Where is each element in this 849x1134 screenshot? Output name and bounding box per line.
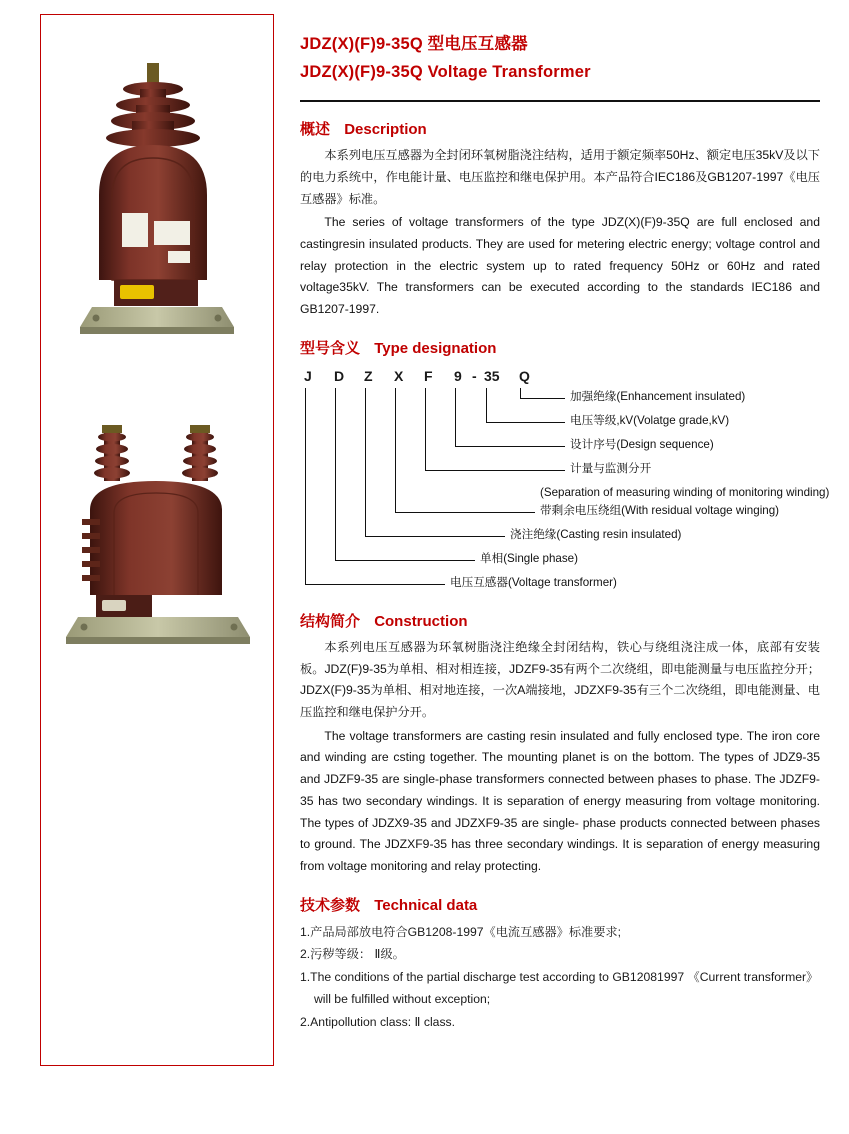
technical-data-item: 2.Antipollution class: Ⅱ class. [300,1015,456,1029]
description-paragraph-cn: 本系列电压互感器为全封闭环氧树脂浇注结构，适用于额定频率50Hz、额定电压35kV及以下的电力系统中，作电能计量、电压监控和继电保护用。本产品符合IEC186及GB1207-1997《电压互感器》标准。 [300,148,820,206]
type-label-6: 浇注绝缘(Casting resin insulated) [510,527,682,541]
type-label-0: 加强绝缘(Enhancement insulated) [570,389,746,403]
section-heading-description-en: Description [344,121,427,139]
type-label-7: 单相(Single phase) [480,551,578,565]
section-heading-type-designation [300,337,820,358]
type-code-0: J [304,367,312,384]
type-label-2: 设计序号(Design sequence) [570,437,714,451]
document-content [300,30,830,1034]
type-code-4: F [424,367,433,384]
product-photo-bottom [41,415,273,655]
document-title-block [300,30,820,102]
page-title-cn: JDZ(X)(F)9-35Q 型电压互感器 [300,35,528,53]
section-heading-technical-data-cn: 技术参数 [300,896,361,914]
type-label-1: 电压等级,kV(Volatge grade,kV) [570,413,730,427]
technical-data-item: will be fulfilled without exception; [314,992,491,1007]
type-label-8: 电压互感器(Voltage transformer) [450,575,617,589]
type-code-1: D [334,367,345,384]
page-title-en: JDZ(X)(F)9-35Q Voltage Transformer [300,63,591,82]
technical-data-item: 1.The conditions of the partial discharge test according to GB12081997 《Current transformer》 [300,969,819,984]
section-heading-type-designation-cn: 型号含义 [300,339,361,357]
description-paragraph-en: The series of voltage transformers of the type JDZ(X)(F)9-35Q are full enclosed and castingresin insulated products. They are used for metering electric energy; voltage control and relay protection in the electric system up to rated frequency 50Hz or 60Hz and rated voltage35kV. The transformers can be executed according to the standards IEC186 and GB1207-1997. [300,215,820,317]
product-image-panel [40,14,274,1066]
type-label-5: 带剩余电压绕组(With residual voltage winging) [540,503,780,517]
section-heading-construction [300,610,820,631]
type-code-6: - [472,367,477,384]
technical-data-item: 1.产品局部放电符合GB1208-1997《电流互感器》标准要求; [300,924,622,939]
section-heading-description-cn: 概述 [300,121,331,139]
construction-paragraph-cn: 本系列电压互感器为环氧树脂浇注绝缘全封闭结构，铁心与绕组浇注成一体，底部有安装板。JDZ(F)9-35为单相、相对相连接，JDZF9-35有两个二次绕组，即电能测量与电压监控分开；JDZX(F)9-35为单相、相对地连接，一次A端接地，JDZXF9-35有三个二次绕组，即电能测量、电压监控和继电保护分开。 [300,639,820,719]
section-heading-technical-data [300,894,820,915]
section-heading-type-designation-en: Type designation [374,339,497,357]
type-code-5: 9 [454,367,462,384]
technical-data-item: 2.污秽等级： Ⅱ级。 [300,947,405,962]
section-heading-construction-cn: 结构简介 [300,612,361,630]
section-heading-construction-en: Construction [374,612,468,630]
type-label-3: 计量与监测分开 [570,461,652,475]
product-photo-top [41,45,273,345]
section-heading-technical-data-en: Technical data [374,896,478,914]
type-code-2: Z [364,367,373,384]
type-label-4: (Separation of measuring winding of monitoring winding) [540,485,830,499]
technical-data-list [300,921,820,1034]
type-code-8: Q [519,367,530,384]
construction-paragraph-en: The voltage transformers are casting resin insulated and fully enclosed type. The iron core and winding are csting together. The mounting planet is on the bottom. The types of JDZ9-35 and JDZF9-35 are single-phase transformers connected between phases to phase. The JDZF9-35 has two secondary windings. It is separation of energy measuring from voltage monitoring. The types of JDZX9-35 and JDZXF9-35 are single- phase products connected between phases to ground. The JDZXF9-35 has three secondary windings. It is separation of energy measuring from voltage monitoring and relay protecting. [300,728,820,874]
section-heading-description [300,118,820,139]
type-code-7: 35 [484,367,500,384]
type-code-3: X [394,367,404,384]
type-designation-diagram [300,367,830,594]
